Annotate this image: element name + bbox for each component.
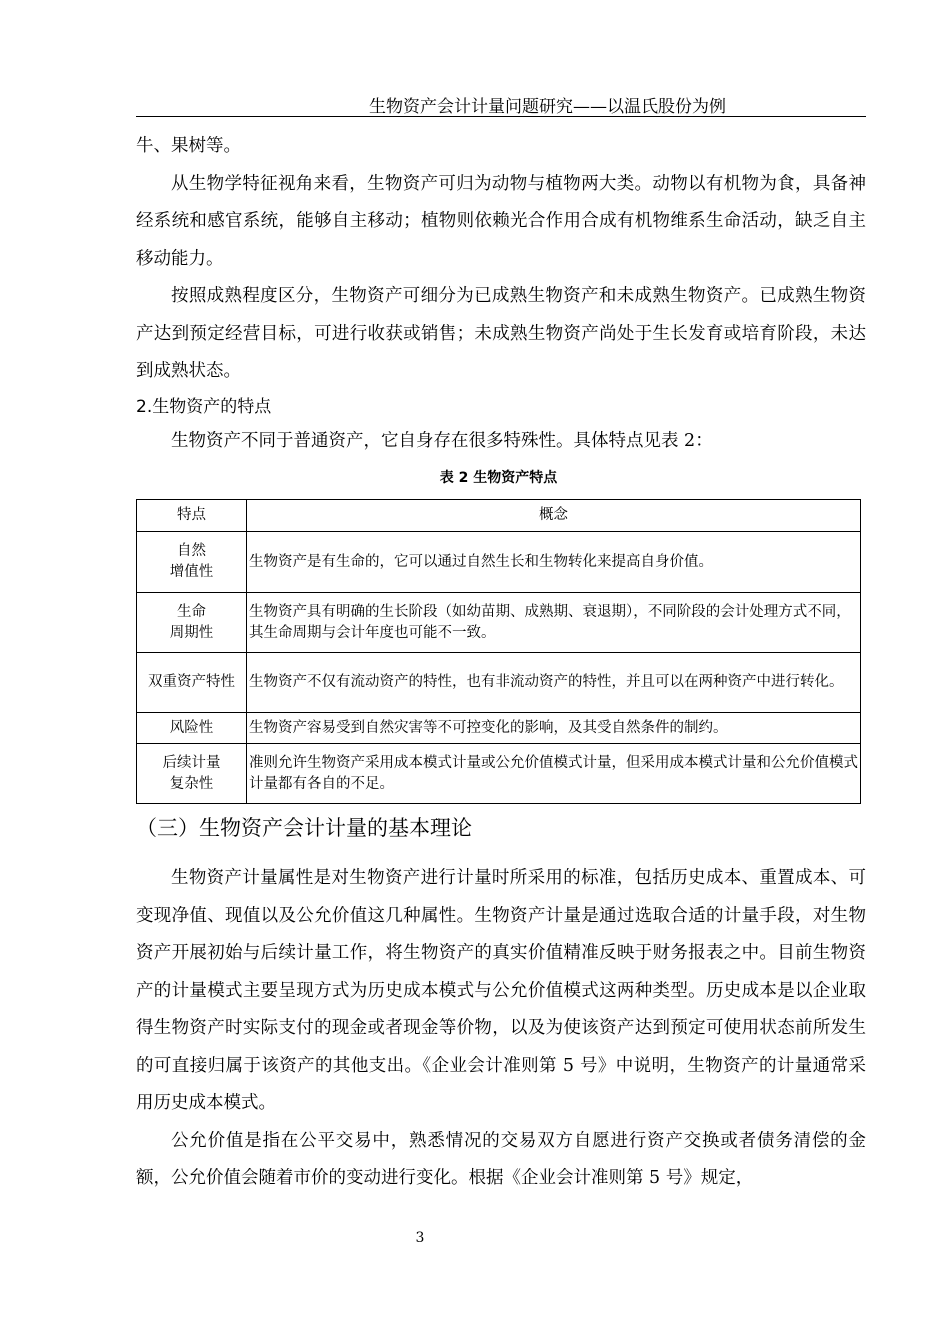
table-header-row (137, 500, 861, 532)
feature-concept: 生物资产不仅有流动资产的特性，也有非流动资产的特性，并且可以在两种资产中进行转化。 (247, 653, 861, 713)
section3-body (136, 860, 866, 1198)
feature-name-line: 增值性 (169, 564, 214, 580)
feature-concept: 生物资产是有生命的，它可以通过自然生长和生物转化来提高自身价值。 (247, 532, 861, 593)
feature-name-line: 周期性 (169, 624, 214, 641)
feature-name (137, 744, 247, 804)
paragraph: 按照成熟程度区分，生物资产可细分为已成熟生物资产和未成熟生物资产。已成熟生物资产达到预定经营目标，可进行收获或销售；未成熟生物资产尚处于生长发育或培育阶段，未达到成熟状态。 (136, 286, 866, 381)
feature-name (137, 593, 247, 653)
feature-concept: 生物资产具有明确的生长阶段（如幼苗期、成熟期、衰退期），不同阶段的会计处理方式不同，其生命周期与会计年度也可能不一致。 (247, 593, 861, 653)
column-header: 特点 (137, 500, 247, 532)
feature-concept: 生物资产容易受到自然灾害等不可控变化的影响，及其受自然条件的制约。 (247, 713, 861, 744)
feature-concept: 准则允许生物资产采用成本模式计量或公允价值模式计量，但采用成本模式计量和公允价值模式计量都有各自的不足。 (247, 744, 861, 804)
page-number: 3 (415, 1230, 425, 1246)
table-row (137, 713, 861, 744)
feature-name-line: 自然 (177, 543, 206, 559)
feature-name: 风险性 (137, 713, 247, 744)
table-caption: 表 2 生物资产特点 (439, 470, 558, 486)
feature-name-line: 后续计量 (162, 754, 221, 771)
table-row (137, 593, 861, 653)
feature-name (137, 532, 247, 593)
top-section (136, 128, 866, 458)
column-header: 概念 (247, 500, 861, 532)
paragraph: 生物资产计量属性是对生物资产进行计量时所采用的标准，包括历史成本、重置成本、可变现净值、现值以及公允价值这几种属性。生物资产计量是通过选取合适的计量手段，对生物资产开展初始与后续计量工作，将生物资产的真实价值精准反映于财务报表之中。目前生物资产的计量模式主要呈现方式为历史成本模式与公允价值模式这两种类型。历史成本是以企业取得生物资产时实际支付的现金或者现金等价物，以及为使该资产达到预定可使用状态前所发生的可直接归属于该资产的其他支出。《企业会计准则第 5 号》中说明，生物资产的计量通常采用历史成本模式。 (136, 868, 866, 1113)
feature-name-line: 复杂性 (169, 775, 214, 792)
paragraph: 从生物学特征视角来看，生物资产可归为动物与植物两大类。动物以有机物为食，具备神经系统和感官系统，能够自主移动；植物则依赖光合作用合成有机物维系生命活动，缺乏自主移动能力。 (136, 173, 866, 269)
paragraph: 生物资产不同于普通资产，它自身存在很多特殊性。具体特点见表 2： (171, 430, 713, 451)
table-row (137, 532, 861, 593)
feature-name-line: 生命 (177, 603, 206, 620)
running-header (136, 90, 866, 117)
paragraph: 公允价值是指在公平交易中，熟悉情况的交易双方自愿进行资产交换或者债务清偿的金额，公允价值会随着市价的变动进行变化。根据《企业会计准则第 5 号》规定， (136, 1130, 866, 1188)
paragraph: 牛、果树等。 (136, 136, 241, 156)
subsection-heading: 2.生物资产的特点 (136, 396, 272, 417)
table-row (137, 653, 861, 713)
table-row (137, 744, 861, 804)
header-title: 生物资产会计计量问题研究——以温氏股份为例 (369, 97, 726, 117)
section-heading: （三）生物资产会计计量的基本理论 (136, 816, 472, 840)
feature-name: 双重资产特性 (137, 653, 247, 713)
features-table (136, 499, 861, 804)
